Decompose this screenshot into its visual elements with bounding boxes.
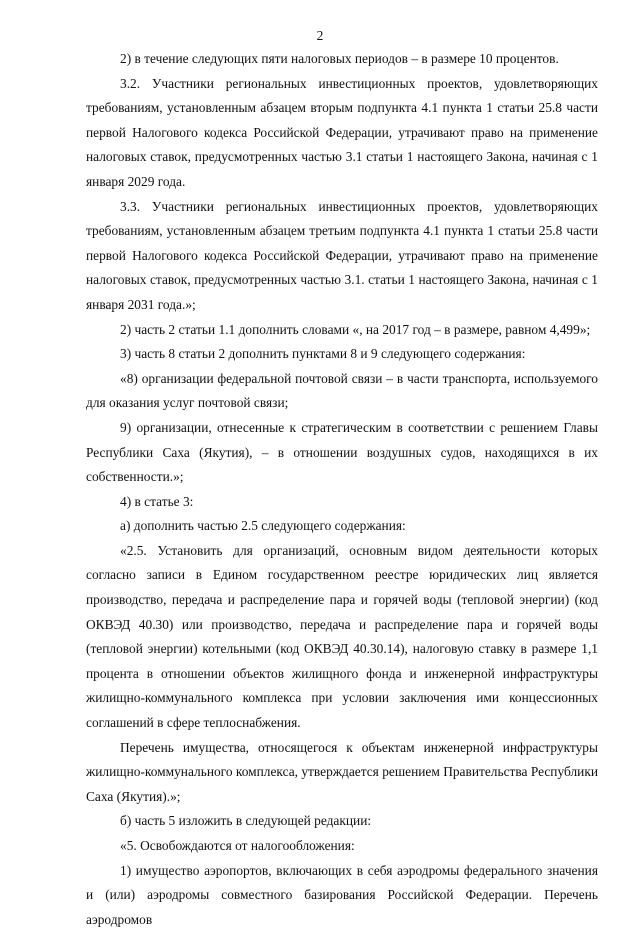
paragraph: а) дополнить частью 2.5 следующего содержания: <box>120 518 406 534</box>
paragraph: 2) в течение следующих пяти налоговых периодов – в размере 10 процентов. <box>120 51 559 66</box>
paragraph: 3.2. Участники региональных инвестиционных проектов, удовлетворяющих требованиям, установленным абзацем вторым подпункта 4.1 пункта 1 статьи 25.8 части первой Налогового кодекса Российской Федерации, утрачивают право на применение налоговых ставок, предусмотренных частью 3.1 статьи 1 настоящего Закона, начиная с 1 января 2029 года. <box>86 75 598 189</box>
paragraph: 1) имущество аэропортов, включающих в себя аэродромы федерального значения и (или) аэродромы совместного базирования Российской Федерации. Перечень аэродромов <box>86 862 598 927</box>
paragraph: «5. Освобождаются от налогообложения: <box>120 838 355 853</box>
page-number: 2 <box>316 28 324 43</box>
paragraph: Перечень имущества, относящегося к объектам инженерной инфраструктуры жилищно-коммунального комплекса, утверждается решением Правительства Республики Саха (Якутия).»; <box>86 739 598 804</box>
paragraph: 2) часть 2 статьи 1.1 дополнить словами «, на 2017 год – в размере, равном 4,499»; <box>120 321 591 337</box>
paragraph: 3.3. Участники региональных инвестиционных проектов, удовлетворяющих требованиям, установленным абзацем третьим подпункта 4.1 пункта 1 статьи 25.8 части первой Налогового кодекса Российской Федерации, утрачивают право на применение налоговых ставок, предусмотренных частью 3.1. статьи 1 настоящего Закона, начиная с 1 января 2031 года.»; <box>86 198 598 312</box>
paragraph: б) часть 5 изложить в следующей редакции: <box>120 813 372 829</box>
paragraph: 9) организации, отнесенные к стратегическим в соответствии с решением Главы Республики Саха (Якутия), – в отношении воздушных судов, находящихся в их собственности.»; <box>86 419 598 485</box>
paragraph: 3) часть 8 статьи 2 дополнить пунктами 8 и 9 следующего содержания: <box>120 346 526 362</box>
document-body <box>86 47 598 932</box>
paragraph: «8) организации федеральной почтовой связи – в части транспорта, используемого для оказания услуг почтовой связи; <box>86 370 598 411</box>
paragraph: «2.5. Установить для организаций, основным видом деятельности которых согласно записи в Едином государственном реестре юридических лиц является производство, передача и распределение пара и горячей воды (тепловой энергии) (код ОКВЭД 40.30) или производство, передача и распределение пара и горячей воды (тепловой энергии) котельными (код ОКВЭД 40.30.14), налоговую ставку в размере 1,1 процента в отношении объектов жилищного фонда и инженерной инфраструктуры жилищно-коммунального комплекса при условии заключения ими концессионных соглашений в сфере теплоснабжения. <box>86 542 598 731</box>
paragraph: 4) в статье 3: <box>120 493 194 509</box>
